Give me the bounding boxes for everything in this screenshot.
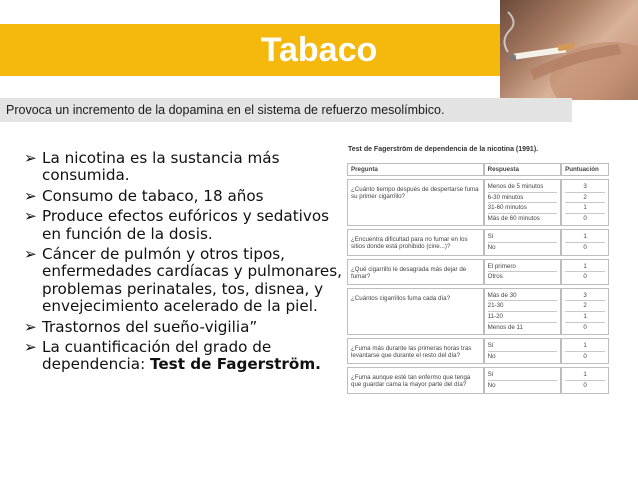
- answer-option: 21-30: [488, 300, 557, 311]
- score-value: 3: [583, 183, 587, 190]
- bullet-item: [24, 339, 344, 374]
- answer-cell: [484, 259, 561, 285]
- bullet-text: Produce efectos eufóricos y sedativos en función de la dosis.: [42, 207, 330, 243]
- score-value: 1: [565, 311, 605, 322]
- header-answer: Respuesta: [484, 163, 561, 176]
- answer-option: No: [488, 242, 557, 253]
- arrow-bullet-icon: ➢: [24, 245, 37, 264]
- answer-cell: [484, 338, 561, 364]
- score-value: 1: [583, 262, 587, 270]
- bullet-text: Consumo de tabaco, 18 años: [42, 186, 264, 205]
- arrow-bullet-icon: ➢: [24, 149, 37, 167]
- slide-title: Tabaco: [260, 31, 378, 69]
- table-header-row: [347, 163, 609, 176]
- score-value: 0: [565, 271, 605, 282]
- question-cell: ¿Qué cigarrillo le desagrada más dejar de fumar?: [347, 259, 484, 285]
- bullet-text: La cuantificación del grado de dependencia:: [42, 338, 272, 374]
- arrow-bullet-icon: ➢: [24, 186, 37, 205]
- test-title: Test de Fagerström de dependencia de la nicotina (1991).: [348, 146, 539, 153]
- bullet-text: La nicotina es la sustancia más consumida.: [42, 149, 280, 185]
- table-row: [347, 338, 609, 364]
- answer-option: 31-60 minutos: [488, 202, 557, 213]
- slide-subtitle: Provoca un incremento de la dopamina en el sistema de refuerzo mesolímbico.: [6, 103, 445, 117]
- score-value: 2: [565, 192, 605, 203]
- score-value: 1: [583, 342, 587, 350]
- answer-option: Más de 30: [487, 291, 517, 299]
- score-value: 1: [583, 371, 587, 379]
- answer-option: Sí: [487, 233, 494, 241]
- score-cell: [561, 229, 609, 255]
- answer-option: El primero: [487, 262, 516, 270]
- answer-option: 11-20: [488, 311, 557, 322]
- answer-option: Sí: [487, 371, 494, 379]
- bullet-list: [24, 150, 344, 377]
- score-cell: [561, 259, 609, 285]
- score-value: 2: [565, 300, 605, 311]
- arrow-bullet-icon: ➢: [24, 317, 37, 336]
- answer-cell: [484, 367, 561, 393]
- answer-option: Otros: [488, 271, 557, 282]
- score-value: 0: [565, 213, 605, 224]
- score-cell: [561, 367, 609, 393]
- bullet-item: [24, 246, 344, 316]
- question-cell: ¿Cuántos cigarrillos fuma cada día?: [347, 288, 484, 335]
- score-value: 0: [565, 322, 605, 333]
- answer-option: Más de 60 minutos: [488, 213, 557, 224]
- arrow-bullet-icon: ➢: [24, 338, 37, 357]
- score-cell: [561, 338, 609, 364]
- score-value: 0: [565, 242, 605, 253]
- fagerstrom-table: [347, 160, 609, 397]
- header-question: Pregunta: [347, 163, 484, 176]
- table-row: [347, 288, 609, 335]
- bullet-item: [24, 188, 344, 205]
- answer-option: No: [488, 351, 557, 362]
- table-row: [347, 367, 609, 393]
- answer-cell: [484, 179, 561, 226]
- score-value: 1: [565, 202, 605, 213]
- fagerstrom-test: [338, 146, 606, 397]
- question-cell: ¿Encuentra dificultad para no fumar en los sitios donde está prohibido (cine...)?: [347, 229, 484, 255]
- question-cell: ¿Fuma aunque esté tan enfermo que tenga que guardar cama la mayor parte del día?: [347, 367, 484, 393]
- score-value: 3: [583, 291, 587, 299]
- table-row: [347, 229, 609, 255]
- answer-option: 6-30 minutos: [488, 192, 557, 203]
- arrow-bullet-icon: ➢: [24, 207, 37, 226]
- answer-cell: [484, 229, 561, 255]
- answer-option: Menos de 11: [488, 322, 557, 333]
- question-cell: ¿Fuma más durante las primeras horas tras levantarse que durante el resto del día?: [347, 338, 484, 364]
- answer-cell: [484, 288, 561, 335]
- bullet-text: Cáncer de pulmón y otros tipos, enfermedades cardíacas y pulmonares, problemas perinatales, tos, disnea, y envejecimiento acelerado de la piel.: [42, 245, 342, 316]
- table-body: [347, 179, 609, 394]
- score-cell: [561, 288, 609, 335]
- header-score: Puntuación: [561, 163, 609, 176]
- score-value: 1: [583, 233, 587, 241]
- bullet-text: Trastornos del sueño-vigilia”: [42, 317, 258, 336]
- score-value: 0: [565, 351, 605, 362]
- table-row: [347, 259, 609, 285]
- bullet-item: [24, 150, 344, 185]
- score-cell: [561, 179, 609, 226]
- answer-option: Sí: [487, 342, 494, 350]
- bullet-bold-text: Test de Fagerström.: [150, 355, 321, 374]
- table-row: [347, 179, 609, 226]
- bullet-item: [24, 319, 344, 336]
- score-value: 0: [565, 380, 605, 391]
- answer-option: Menos de 5 minutos: [487, 183, 544, 190]
- question-cell: ¿Cuánto tiempo después de despertarse fuma su primer cigarrillo?: [347, 179, 484, 226]
- answer-option: No: [488, 380, 557, 391]
- bullet-item: [24, 208, 344, 243]
